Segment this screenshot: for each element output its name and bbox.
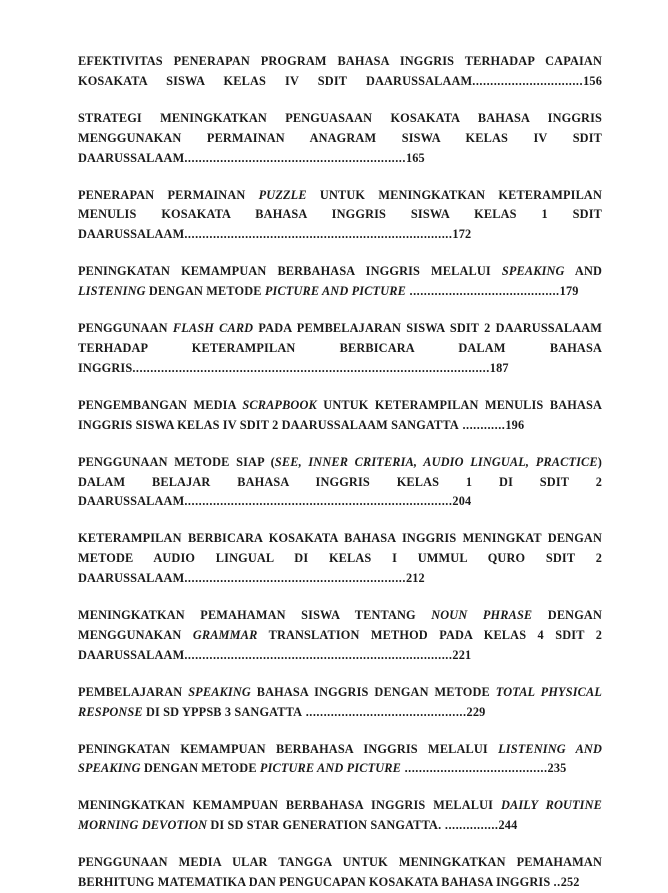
toc-title-part: TRANSLATION METHOD PADA KELAS 4 SDIT 2 DAARUSSALAAM — [78, 627, 603, 662]
toc-title-italic-part: NOUN PHRASE — [431, 608, 533, 623]
toc-leader-dots: ........................................................................... — [184, 647, 453, 662]
toc-page-number[interactable]: 244 — [498, 818, 518, 833]
toc-entry[interactable] — [78, 262, 602, 302]
toc-title-italic-part: LISTENING — [78, 284, 146, 299]
toc-entry[interactable] — [78, 186, 602, 246]
toc-title-part: PADA PEMBELAJARAN SISWA SDIT 2 DAARUSSALAAM TERHADAP KETERAMPILAN BERBICARA DALAM BAHASA INGGRIS — [78, 321, 602, 375]
toc-page-number[interactable]: 235 — [547, 761, 567, 776]
toc-title-italic-part: TOTAL PHYSICAL RESPONSE — [78, 684, 602, 719]
toc-title-part: PEMBELAJARAN — [78, 684, 189, 699]
toc-entry-inner — [78, 529, 602, 589]
toc-leader-dots: ........................................................................... — [184, 227, 453, 242]
toc-entry[interactable] — [78, 740, 602, 780]
toc-entry[interactable] — [78, 453, 602, 513]
toc-entry[interactable] — [78, 796, 602, 836]
toc-title-part: MENINGKATKAN PEMAHAMAN SISWA TENTANG — [78, 608, 432, 623]
toc-title-part: DI SD STAR GENERATION SANGATTA. — [207, 818, 442, 833]
toc-page-number[interactable]: 179 — [559, 284, 579, 299]
toc-title-part: PENINGKATAN KEMAMPUAN BERBAHASA INGGRIS MELALUI — [78, 264, 502, 279]
toc-title-part: ) DALAM BELAJAR BAHASA INGGRIS KELAS 1 DI SDIT 2 DAARUSSALAAM — [78, 454, 602, 509]
toc-entry[interactable] — [78, 52, 602, 92]
toc-title-italic-part: PUZZLE — [258, 187, 307, 202]
toc-entry-title — [78, 798, 602, 832]
toc-title-part: STRATEGI MENINGKATKAN PENGUASAAN KOSAKATA BAHASA INGGRIS MENGGUNAKAN PERMAINAN ANAGRAM SISWA KELAS IV SDIT DAARUSSALAAM — [78, 110, 602, 165]
toc-title-part: MENINGKATKAN KEMAMPUAN BERBAHASA INGGRIS MELALUI — [78, 798, 501, 813]
toc-title-part: DENGAN MENGGUNAKAN — [78, 608, 602, 642]
toc-entry[interactable] — [78, 529, 602, 589]
toc-entry-inner — [78, 319, 602, 379]
toc-title-part: PENGGUNAAN — [78, 321, 173, 336]
toc-entry-inner — [78, 262, 602, 302]
toc-page-number[interactable]: 165 — [405, 150, 425, 165]
toc-entry[interactable] — [78, 319, 602, 379]
toc-entry-inner — [78, 606, 602, 666]
toc-page-number[interactable]: 212 — [405, 571, 425, 586]
toc-leader-dots: .............................................................. — [184, 150, 406, 165]
toc-page-number[interactable]: 252 — [560, 875, 580, 890]
toc-list — [78, 52, 602, 893]
toc-page-number[interactable]: 156 — [583, 73, 602, 88]
toc-entry[interactable] — [78, 606, 602, 666]
toc-entry-inner — [78, 740, 602, 780]
toc-leader-dots: ............... — [441, 818, 499, 833]
toc-leader-dots: .................................................................................................... — [132, 360, 490, 375]
toc-entry-title — [78, 855, 602, 889]
toc-leader-dots: .............................................................. — [184, 571, 406, 586]
toc-title-part: PENINGKATAN KEMAMPUAN BERBAHASA INGGRIS MELALUI — [78, 741, 499, 756]
toc-leader-dots: ............................................. — [302, 704, 467, 719]
toc-title-part: UNTUK MENINGKATKAN KETERAMPILAN MENULIS KOSAKATA BAHASA INGGRIS SISWA KELAS 1 SDIT DAARUSSALAAM — [78, 187, 602, 242]
toc-page-number[interactable]: 204 — [452, 494, 472, 509]
toc-title-part: UNTUK KETERAMPILAN MENULIS BAHASA INGGRIS SISWA KELAS IV SDIT 2 DAARUSSALAAM SANGATTA — [78, 397, 602, 432]
toc-entry-inner — [78, 396, 602, 436]
toc-leader-dots: .. — [553, 875, 561, 890]
toc-title-part: DENGAN METODE — [145, 284, 265, 299]
toc-leader-dots: ........................................................................... — [184, 494, 453, 509]
toc-title-part: DENGAN METODE — [140, 761, 260, 776]
toc-title-italic-part: SPEAKING — [501, 264, 565, 279]
toc-entry[interactable] — [78, 109, 602, 169]
toc-title-italic-part: FLASH CARD — [172, 321, 254, 336]
toc-title-part: PENGGUNAAN MEDIA ULAR TANGGA UNTUK MENINGKATKAN PEMAHAMAN BERHITUNG MATEMATIKA DAN PENGUCAPAN KOSAKATA BAHASA INGGRIS — [78, 855, 602, 890]
toc-page-number[interactable]: 187 — [489, 360, 509, 375]
toc-page-number[interactable]: 221 — [452, 647, 472, 662]
toc-title-part: BAHASA INGGRIS DENGAN METODE — [250, 684, 496, 699]
toc-title-italic-part: DAILY ROUTINE MORNING DEVOTION — [78, 798, 602, 833]
toc-title-italic-part: SEE, INNER CRITERIA, AUDIO LINGUAL, PRACTICE — [274, 454, 598, 469]
toc-title-part: EFEKTIVITAS PENERAPAN PROGRAM BAHASA INGGRIS TERHADAP CAPAIAN KOSAKATA SISWA KELAS IV SDIT DAARUSSALAAM — [78, 54, 602, 88]
toc-entry[interactable] — [78, 396, 602, 436]
toc-title-italic-part: GRAMMAR — [192, 627, 258, 642]
toc-leader-dots: ........................................ — [401, 761, 548, 776]
toc-entry-inner — [78, 52, 602, 92]
toc-entry-inner — [78, 683, 602, 723]
toc-page-number[interactable]: 196 — [505, 417, 525, 432]
toc-title-part: DI SD YPPSB 3 SANGATTA — [142, 704, 303, 719]
toc-title-part: PENGEMBANGAN MEDIA — [78, 397, 243, 412]
toc-entry-inner — [78, 796, 602, 836]
toc-leader-dots: ............................... — [472, 73, 584, 88]
toc-entry-inner — [78, 109, 602, 169]
toc-title-italic-part: PICTURE AND PICTURE — [264, 284, 406, 299]
toc-title-italic-part: PICTURE AND PICTURE — [259, 761, 401, 776]
toc-title-part: PENGGUNAAN METODE SIAP ( — [78, 454, 275, 469]
toc-entry-inner — [78, 853, 602, 893]
toc-page-number[interactable]: 229 — [466, 704, 486, 719]
toc-title-part: PENERAPAN PERMAINAN — [78, 187, 259, 202]
toc-entry-inner — [78, 186, 602, 246]
toc-entry-inner — [78, 453, 602, 513]
toc-title-italic-part: LISTENING AND SPEAKING — [78, 741, 602, 776]
toc-title-italic-part: SCRAPBOOK — [242, 397, 317, 412]
toc-title-part: KETERAMPILAN BERBICARA KOSAKATA BAHASA INGGRIS MENINGKAT DENGAN METODE AUDIO LINGUAL DI KELAS I UMMUL QURO SDIT 2 DAARUSSALAAM — [78, 531, 602, 586]
toc-page-number[interactable]: 172 — [452, 227, 472, 242]
toc-leader-dots: .......................................... — [405, 284, 560, 299]
toc-entry[interactable] — [78, 853, 602, 893]
toc-title-italic-part: SPEAKING — [188, 684, 251, 699]
toc-entry[interactable] — [78, 683, 602, 723]
toc-leader-dots: ............ — [458, 417, 506, 432]
toc-title-part: AND — [564, 264, 603, 279]
